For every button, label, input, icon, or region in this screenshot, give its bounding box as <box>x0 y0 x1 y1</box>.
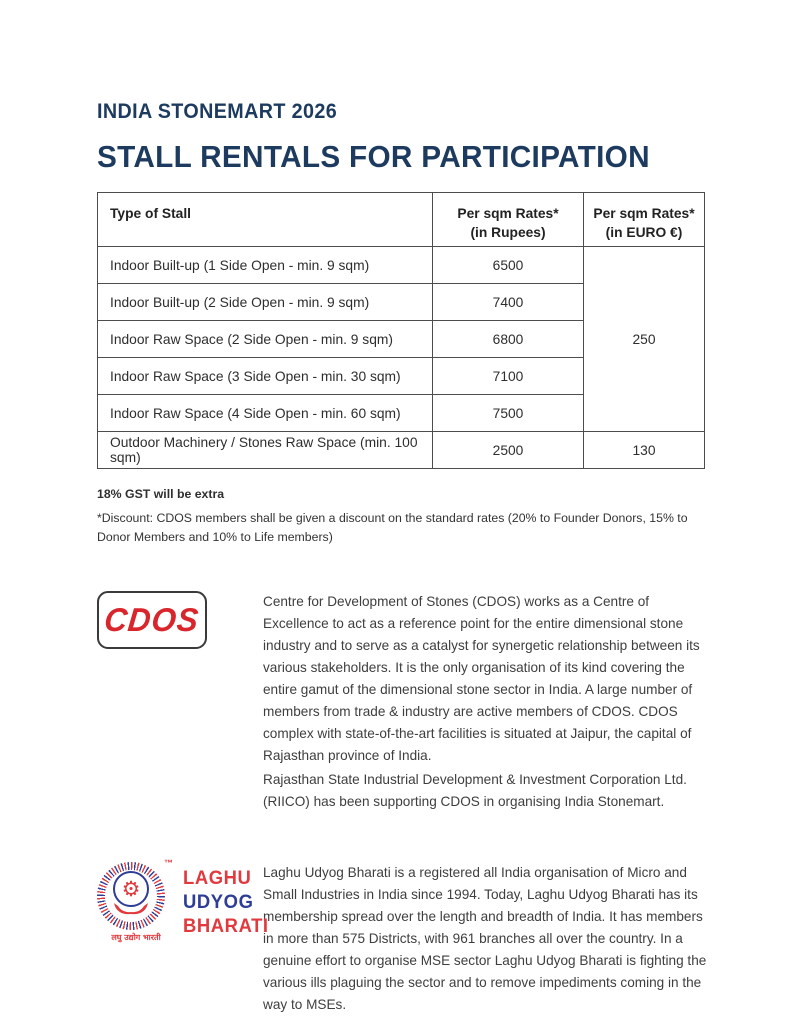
trademark-symbol: ™ <box>164 858 173 868</box>
stall-rates-table <box>97 192 705 469</box>
stall-type-cell: Indoor Raw Space (3 Side Open - min. 30 sqm) <box>98 358 433 395</box>
rupee-rate-cell: 7500 <box>433 395 584 432</box>
column-header-type: Type of Stall <box>98 193 433 247</box>
stall-type-cell: Indoor Raw Space (4 Side Open - min. 60 sqm) <box>98 395 433 432</box>
lub-text-column <box>263 862 715 1016</box>
riico-support-note: Rajasthan State Industrial Development & Investment Corporation Ltd. (RIICO) has been supporting CDOS in organising India Stonemart. <box>263 772 687 809</box>
column-header-euro <box>584 193 705 247</box>
lub-wordmark-line2: UDYOG <box>183 891 254 913</box>
lub-hindi-name: लघु उद्योग भारती <box>111 933 161 942</box>
column-header-rupees-line2: (in Rupees) <box>470 225 546 240</box>
column-header-rupees <box>433 193 584 247</box>
stall-type-cell: Indoor Built-up (1 Side Open - min. 9 sqm) <box>98 247 433 284</box>
lub-wordmark-line3: BHARATI <box>183 915 269 937</box>
rupee-rate-cell: 6800 <box>433 321 584 358</box>
stall-type-cell: Outdoor Machinery / Stones Raw Space (min. 100 sqm) <box>98 432 433 469</box>
rupee-rate-cell: 2500 <box>433 432 584 469</box>
table-header-row <box>98 193 705 247</box>
column-header-rupees-line1: Per sqm Rates* <box>457 206 559 221</box>
hands-icon <box>111 902 151 918</box>
table-row <box>98 432 705 469</box>
cdos-logo-text: CDOS <box>102 601 202 638</box>
cdos-section <box>97 591 704 813</box>
sunburst-emblem-icon <box>97 858 173 930</box>
event-name: INDIA STONEMART 2026 <box>97 100 338 123</box>
cdos-text-column <box>263 591 715 813</box>
laghu-udyog-bharati-section <box>97 858 707 1016</box>
column-header-euro-line2: (in EURO €) <box>605 225 683 240</box>
cdos-logo <box>97 591 207 649</box>
gst-note: 18% GST will be extra <box>97 487 225 501</box>
discount-note: *Discount: CDOS members shall be given a discount on the standard rates (20% to Founder Donors, 15% to Donor Members and 10% to Life members) <box>97 511 688 544</box>
lub-description: Laghu Udyog Bharati is a registered all India organisation of Micro and Small Industries in India since 1994. Today, Laghu Udyog Bharati has its membership spread over the length and breadth of India. It has members in more than 575 Districts, with 961 branches all over the country. In a genuine effort to organise MSE sector Laghu Udyog Bharati is fighting the various ills plaguing the sector and to remove impediments coming in the way to MSEs. <box>263 865 707 1012</box>
laghu-udyog-bharati-logo <box>97 858 269 943</box>
cdos-description: Centre for Development of Stones (CDOS) works as a Centre of Excellence to act as a reference point for the entire dimensional stone industry and to serve as a catalyst for synergetic relationship between its various stakeholders. It is the only organisation of its kind covering the entire gamut of the dimensional stone sector in India. A large number of members from trade & industry are active members of CDOS. CDOS complex with state-of-the-art facilities is situated at Jaipur, the capital of Rajasthan province of India. <box>263 594 700 763</box>
lub-wordmark <box>183 867 269 939</box>
gear-icon: ⚙ <box>121 876 141 901</box>
lub-logo-column <box>97 858 269 943</box>
rupee-rate-cell: 6500 <box>433 247 584 284</box>
lub-emblem <box>97 858 175 943</box>
page-title: STALL RENTALS FOR PARTICIPATION <box>97 139 650 174</box>
euro-rate-cell: 130 <box>584 432 705 469</box>
cdos-logo-column <box>97 591 263 649</box>
column-header-euro-line1: Per sqm Rates* <box>593 206 695 221</box>
stall-type-cell: Indoor Raw Space (2 Side Open - min. 9 sqm) <box>98 321 433 358</box>
rupee-rate-cell: 7400 <box>433 284 584 321</box>
stall-type-cell: Indoor Built-up (2 Side Open - min. 9 sqm) <box>98 284 433 321</box>
euro-rate-merged-cell: 250 <box>584 247 705 432</box>
lub-wordmark-line1: LAGHU <box>183 867 252 889</box>
rupee-rate-cell: 7100 <box>433 358 584 395</box>
table-row <box>98 247 705 284</box>
